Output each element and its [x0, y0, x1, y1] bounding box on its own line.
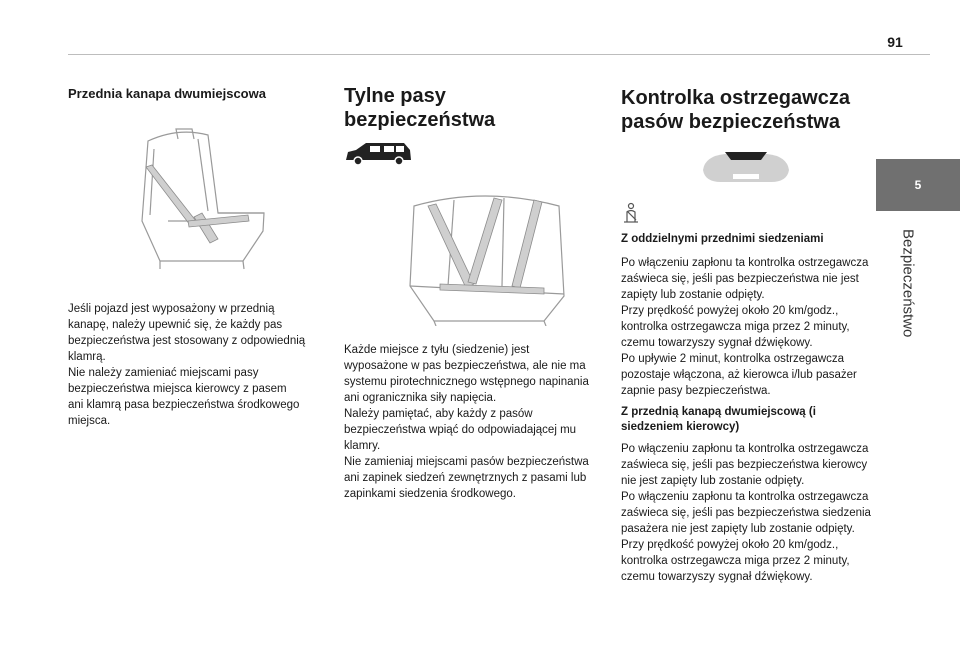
- front-bench-text: Jeśli pojazd jest wyposażony w przednią kanapę, należy upewnić się, że każdy pas bezpieczeństwa jest stosowany z odpowiednią klamrą. Nie należy zamieniać miejscami pasy bezpieczeństwa miejsca kierowcy z pasem ani klamrą pasa bezpieczeństwa środkowego miejsca.: [68, 303, 306, 427]
- column-rear-belts: [344, 78, 594, 502]
- section-title-rear-belts: Tylne pasy bezpieczeństwa: [344, 85, 496, 131]
- page-number: 91: [887, 34, 903, 50]
- chapter-tab[interactable]: 5: [876, 159, 960, 211]
- header-rule: [68, 54, 930, 55]
- front-bench-warning-text: Po włączeniu zapłonu ta kontrolka ostrzegawcza zaświeca się, jeśli pas bezpieczeństwa kierowcy nie jest zapięty lub zostanie odpięty. Po włączeniu zapłonu ta kontrolka ostrzegawcza zaświeca się, jeśli pas bezpieczeństwa siedzenia pasażera nie jest zapięty lub zostanie odpięty. Przy prędkość powyżej około 20 km/godz., kontrolka ostrzegawcza miga przez 2 minuty, czemu towarzyszy sygnał dźwiękowy.: [621, 443, 871, 583]
- column-belt-warning: [621, 78, 877, 585]
- separate-seats-text: Po włączeniu zapłonu ta kontrolka ostrzegawcza zaświeca się, jeśli pas bezpieczeństwa nie jest zapięty lub zostanie odpięty. Przy prędkość powyżej około 20 km/godz., kontrolka ostrzegawcza miga przez 2 minuty, czemu towarzyszy sygnał dźwiękowy. Po upływie 2 minut, kontrolka ostrzegawcza pozostaje włączona, aż kierowca i/lub pasażer zapnie pasy bezpieczeństwa.: [621, 257, 869, 397]
- front-bench-seat-illustration: [68, 121, 323, 271]
- section-title-belt-warning-line1: Kontrolka ostrzegawcza: [621, 87, 850, 109]
- front-bench-subtitle: Z przednią kanapą dwumiejscową (i siedzeniem kierowcy): [621, 406, 816, 433]
- instrument-cluster-icon: [621, 146, 877, 186]
- rear-belts-text: Każde miejsce z tyłu (siedzenie) jest wyposażone w pas bezpieczeństwa, ale nie ma systemu pirotechnicznego wstępnego napinania ani ogranicznika siły napięcia. Należy pamiętać, aby każdy z pasów bezpieczeństwa wpiąć do odpowiadającej mu klamry. Nie zamieniaj miejscami pasów bezpieczeństwa ani zapinek siedzeń zewnętrznych z pasami lub zapinkami siedzenia środkowego.: [344, 344, 589, 500]
- column-front-bench: [68, 78, 323, 429]
- chapter-label-text: Bezpieczeństwo: [899, 229, 917, 338]
- section-title-belt-warning-line2: pasów bezpieczeństwa: [621, 111, 840, 133]
- vehicle-rear-seats-icon: [344, 140, 414, 166]
- rear-bench-seat-illustration: [344, 176, 594, 326]
- separate-seats-subtitle: Z oddzielnymi przednimi siedzeniami: [621, 233, 824, 245]
- seatbelt-warning-icon: [621, 202, 641, 224]
- chapter-label: [900, 229, 916, 359]
- section-title-front-bench: Przednia kanapa dwumiejscowa: [68, 86, 266, 101]
